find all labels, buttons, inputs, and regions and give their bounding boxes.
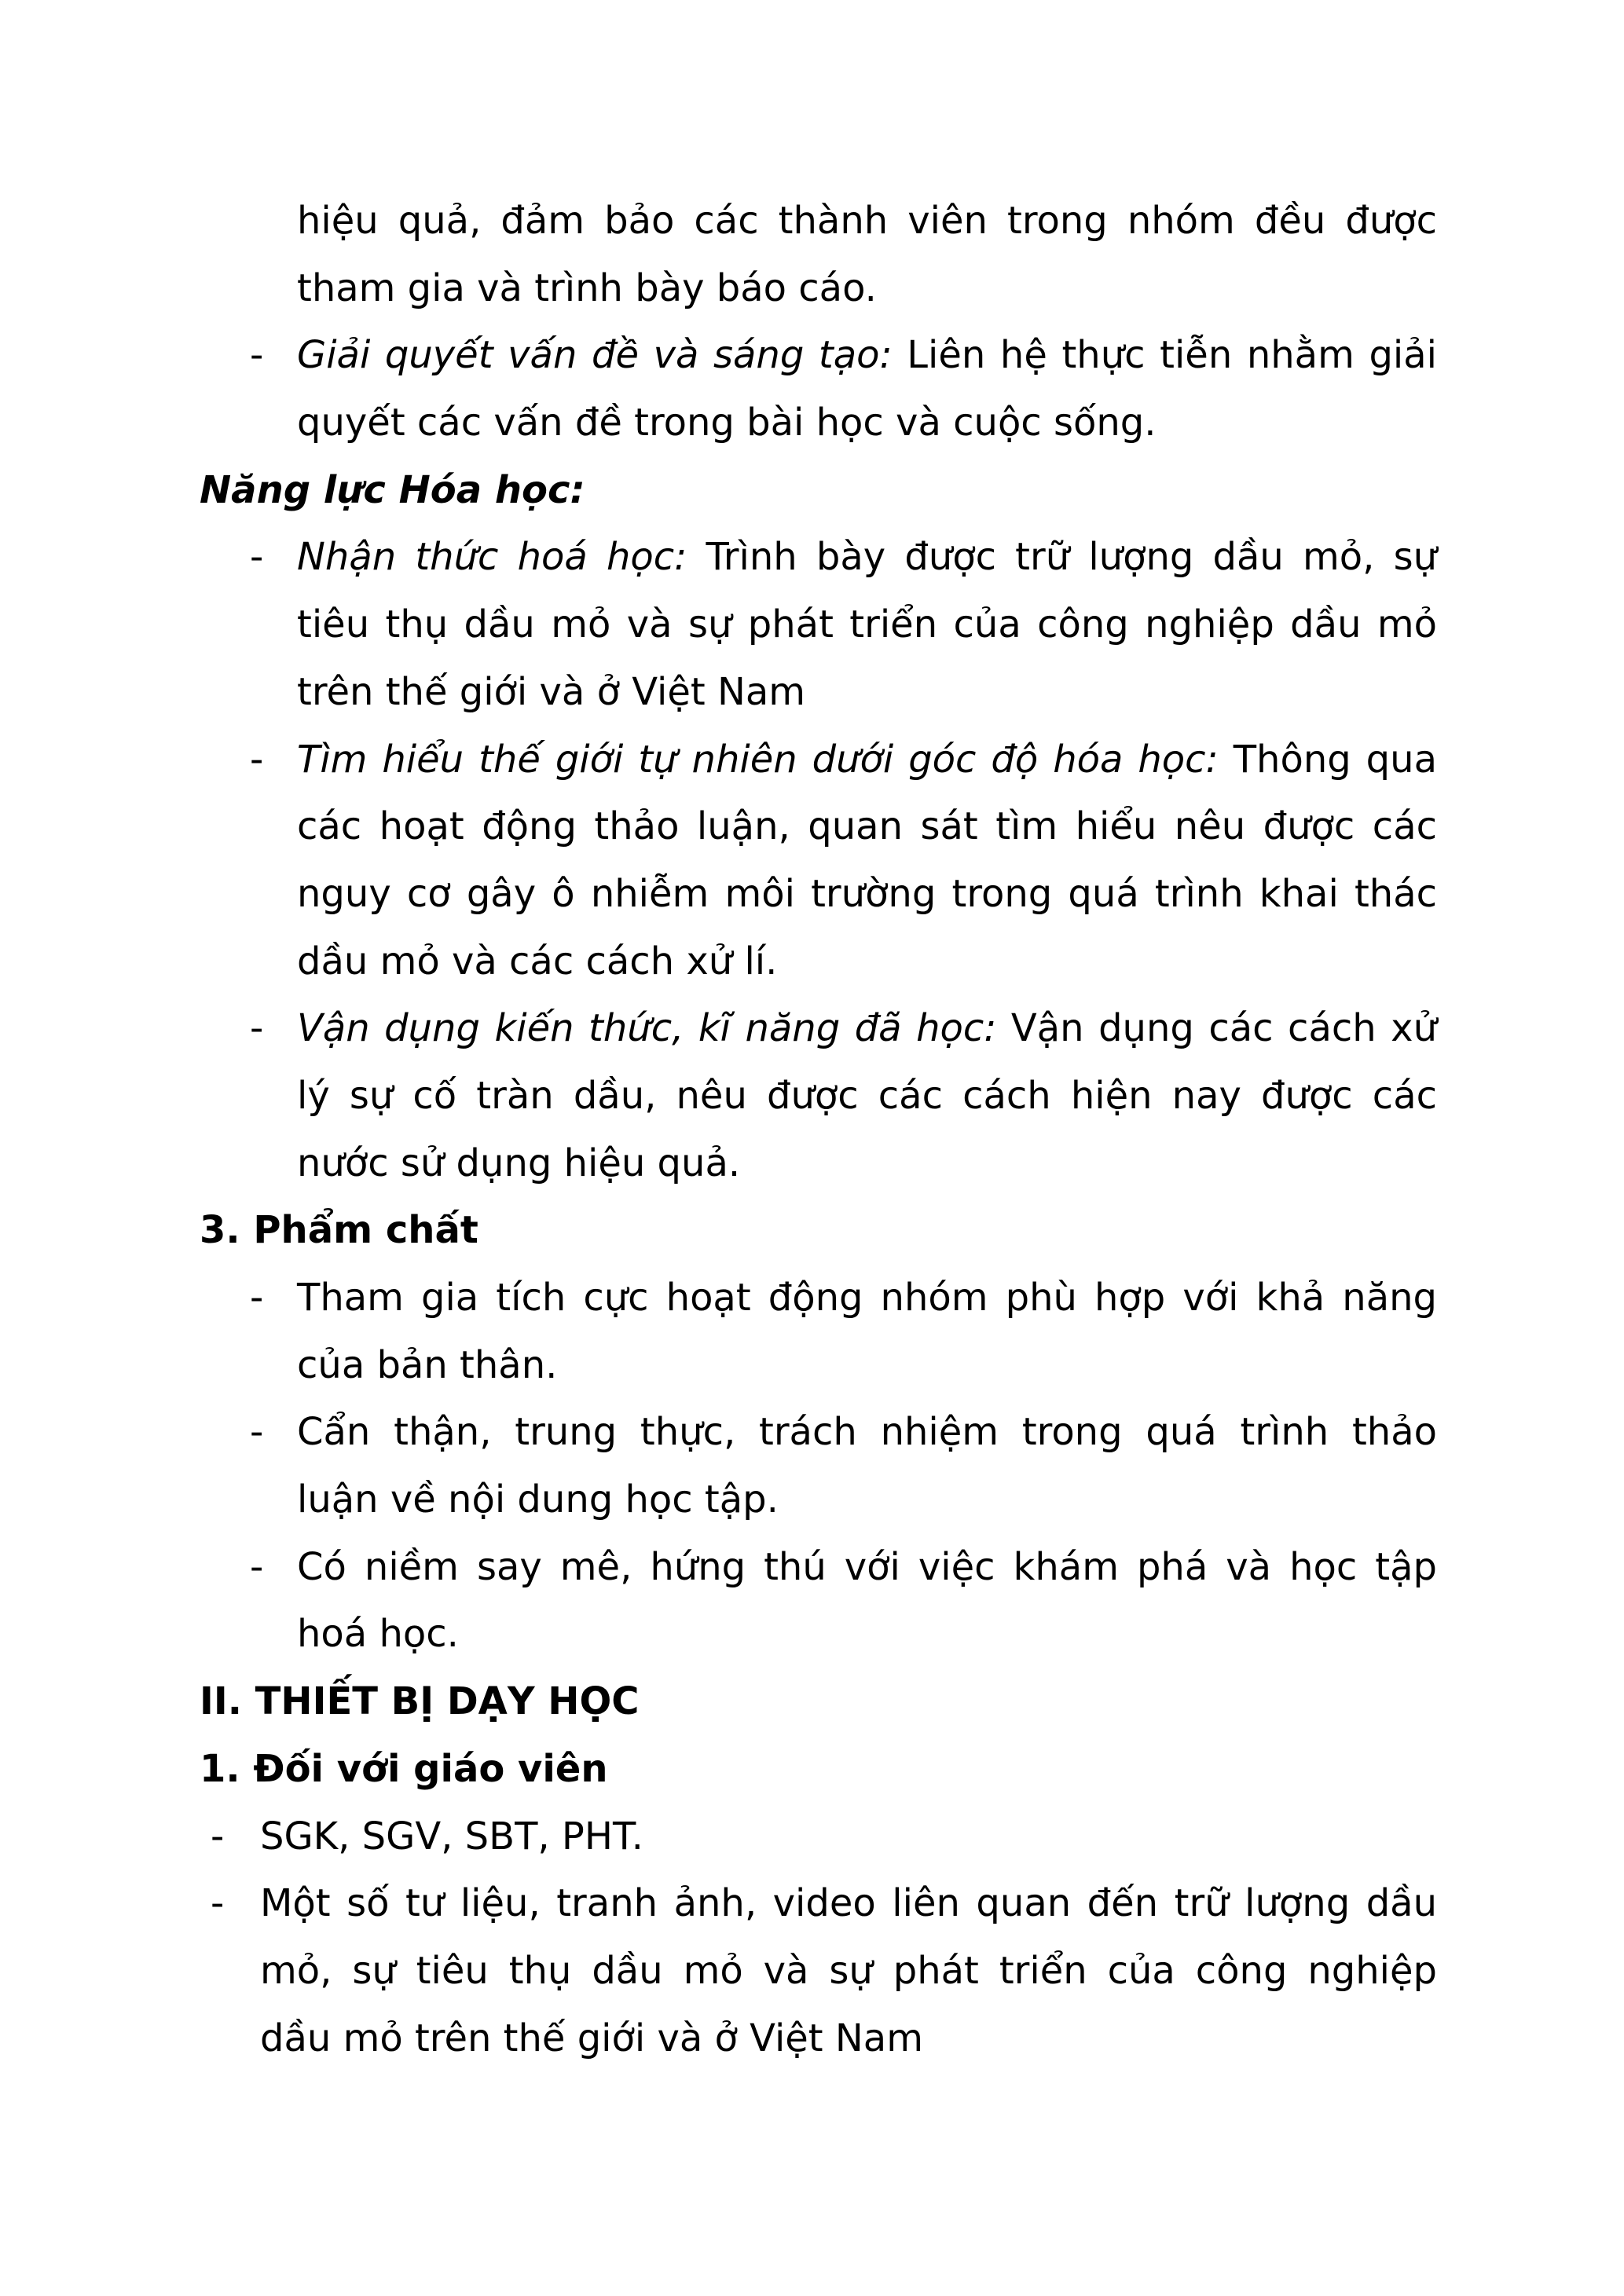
line-text: [297, 659, 1437, 727]
text-line: [0, 928, 1624, 996]
bullet-dash: -: [250, 1544, 264, 1589]
bullet-dash: -: [211, 1881, 225, 1926]
text-line: [0, 1399, 1624, 1467]
line-text: [297, 322, 1437, 390]
bullet-dash: -: [250, 333, 264, 378]
text-line: [0, 1938, 1624, 2005]
line-text: [297, 727, 1437, 794]
paragraph-continuation: [0, 188, 1624, 322]
section-heading: [0, 1668, 1624, 1736]
text-run: Thông qua: [1218, 737, 1437, 782]
text-line: [0, 1803, 1624, 1871]
text-line: [0, 188, 1624, 255]
text-line: [0, 861, 1624, 928]
bullet-dash: -: [250, 1410, 264, 1455]
line-text: [297, 995, 1437, 1063]
bullet-item: [0, 1265, 1624, 1399]
text-run: dầu mỏ và các cách xử lí.: [297, 939, 778, 983]
text-run: 1. Đối với giáo viên: [200, 1746, 608, 1791]
text-line: [0, 1467, 1624, 1534]
text-line: [0, 1197, 1624, 1265]
line-text: [297, 1130, 1437, 1198]
section-heading: [0, 1736, 1624, 1803]
text-run: tiêu thụ dầu mỏ và sự phát triển của công nghiệp dầu mỏ: [297, 602, 1437, 647]
text-line: [0, 1668, 1624, 1736]
text-line: [0, 659, 1624, 727]
bullet-item: [0, 524, 1624, 726]
line-text: [297, 1332, 1437, 1400]
line-text: [260, 1870, 1437, 1938]
text-run: trên thế giới và ở Việt Nam: [297, 669, 806, 714]
text-line: [0, 322, 1624, 390]
line-text: [297, 255, 1437, 323]
line-text: [297, 928, 1437, 996]
line-text: [297, 861, 1437, 928]
bullet-item: [0, 1399, 1624, 1533]
text-run: Tham gia tích cực hoạt động nhóm phù hợp với khả năng: [297, 1276, 1437, 1320]
bullet-item: [0, 995, 1624, 1197]
text-run: nguy cơ gây ô nhiễm môi trường trong quá trình khai thác: [297, 871, 1437, 916]
bullet-dash: -: [250, 1276, 264, 1320]
text-line: [0, 727, 1624, 794]
line-text: [297, 1063, 1437, 1130]
section-heading: [0, 457, 1624, 525]
line-text: [200, 457, 1437, 525]
text-run: Liên hệ thực tiễn nhằm giải: [892, 333, 1438, 378]
line-text: [297, 591, 1437, 659]
bullet-dash: -: [250, 1006, 264, 1051]
text-line: [0, 255, 1624, 323]
text-line: [0, 1534, 1624, 1602]
text-line: [0, 1870, 1624, 1938]
text-run: lý sự cố tràn dầu, nêu được các cách hiện nay được các: [297, 1073, 1437, 1118]
italic-label: Vận dụng kiến thức, kĩ năng đã học:: [297, 1006, 997, 1051]
text-run: Có niềm say mê, hứng thú với việc khám phá và học tập: [297, 1544, 1437, 1589]
text-line: [0, 390, 1624, 457]
text-line: [0, 793, 1624, 861]
document-page: [0, 188, 1624, 2072]
text-run: mỏ, sự tiêu thụ dầu mỏ và sự phát triển của công nghiệp: [260, 1948, 1437, 1993]
bullet-dash: -: [250, 535, 264, 580]
text-line: [0, 995, 1624, 1063]
text-run: nước sử dụng hiệu quả.: [297, 1141, 741, 1185]
bullet-item: [0, 1870, 1624, 2072]
text-line: [0, 1736, 1624, 1803]
text-run: Vận dụng các cách xử: [996, 1006, 1437, 1051]
text-run: dầu mỏ trên thế giới và ở Việt Nam: [260, 2016, 923, 2060]
text-run: Một số tư liệu, tranh ảnh, video liên quan đến trữ lượng dầu: [260, 1881, 1437, 1926]
bullet-item: [0, 727, 1624, 996]
text-line: [0, 2005, 1624, 2073]
text-run: luận về nội dung học tập.: [297, 1478, 779, 1522]
text-run: quyết các vấn đề trong bài học và cuộc sống.: [297, 401, 1157, 445]
bullet-item: [0, 1803, 1624, 1871]
italic-label: Tìm hiểu thế giới tự nhiên dưới góc độ hóa học:: [297, 737, 1219, 782]
line-text: [200, 1197, 1437, 1265]
text-line: [0, 1332, 1624, 1400]
text-run: 3. Phẩm chất: [200, 1208, 478, 1253]
line-text: [260, 1803, 1437, 1871]
bullet-dash: -: [250, 737, 264, 782]
text-run: hiệu quả, đảm bảo các thành viên trong nhóm đều được: [297, 199, 1437, 243]
text-run: Năng lực Hóa học:: [200, 467, 585, 512]
italic-label: Giải quyết vấn đề và sáng tạo:: [297, 333, 893, 378]
text-run: Cẩn thận, trung thực, trách nhiệm trong quá trình thảo: [297, 1410, 1437, 1455]
text-run: SGK, SGV, SBT, PHT.: [260, 1814, 643, 1858]
line-text: [297, 390, 1437, 457]
line-text: [297, 1534, 1437, 1602]
bullet-item: [0, 1534, 1624, 1668]
text-run: của bản thân.: [297, 1342, 558, 1387]
text-line: [0, 591, 1624, 659]
line-text: [200, 1668, 1437, 1736]
line-text: [297, 793, 1437, 861]
text-run: Trình bày được trữ lượng dầu mỏ, sự: [687, 535, 1438, 580]
text-run: hoá học.: [297, 1612, 459, 1657]
text-line: [0, 1063, 1624, 1130]
bullet-dash: -: [211, 1814, 225, 1858]
line-text: [297, 1399, 1437, 1467]
bullet-item: [0, 322, 1624, 456]
line-text: [297, 1601, 1437, 1668]
text-line: [0, 457, 1624, 525]
line-text: [200, 1736, 1437, 1803]
text-line: [0, 1601, 1624, 1668]
text-run: tham gia và trình bày báo cáo.: [297, 265, 877, 310]
line-text: [260, 2005, 1437, 2073]
text-line: [0, 1130, 1624, 1198]
line-text: [260, 1938, 1437, 2005]
line-text: [297, 524, 1437, 591]
text-line: [0, 1265, 1624, 1332]
line-text: [297, 188, 1437, 255]
line-text: [297, 1265, 1437, 1332]
text-run: II. THIẾT BỊ DẠY HỌC: [200, 1679, 640, 1724]
line-text: [297, 1467, 1437, 1534]
text-line: [0, 524, 1624, 591]
section-heading: [0, 1197, 1624, 1265]
italic-label: Nhận thức hoá học:: [297, 535, 687, 580]
text-run: các hoạt động thảo luận, quan sát tìm hiểu nêu được các: [297, 804, 1437, 849]
